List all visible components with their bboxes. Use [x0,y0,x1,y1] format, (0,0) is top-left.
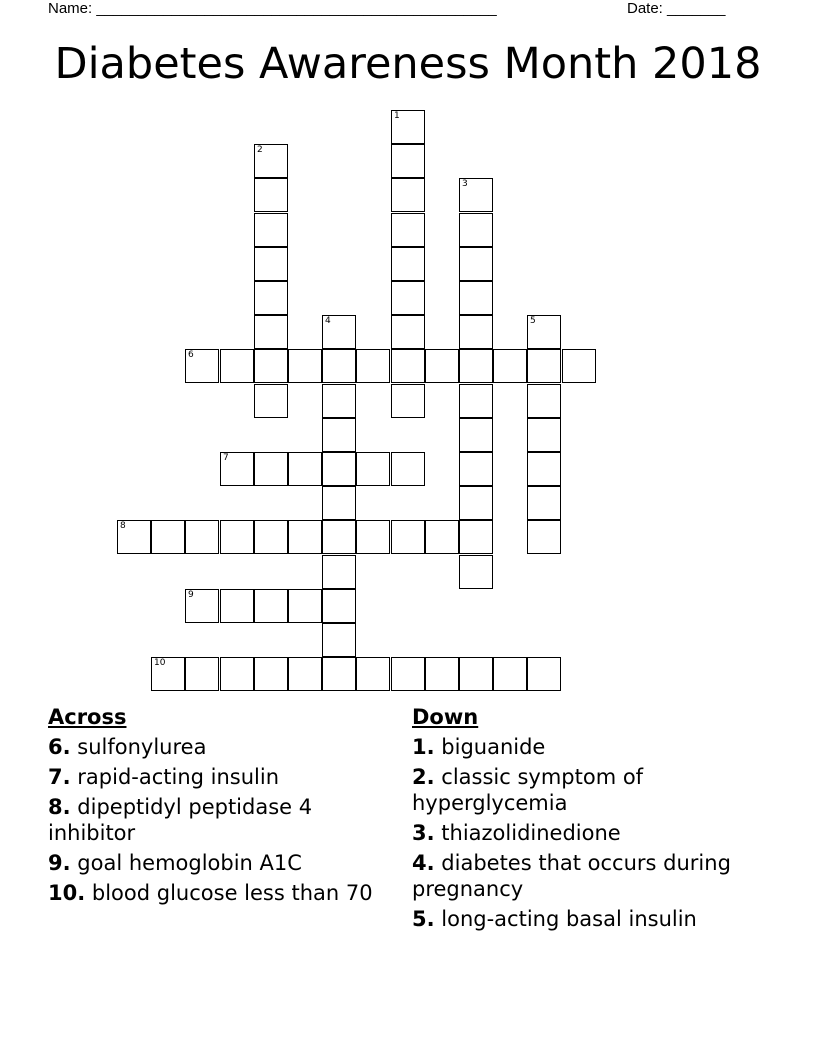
clue-number: 6. [48,735,71,759]
grid-cell[interactable] [391,349,425,383]
clue-number: 7. [48,765,71,789]
grid-cell[interactable] [459,213,493,247]
grid-cell[interactable] [527,520,561,554]
grid-cell[interactable] [322,452,356,486]
grid-cell[interactable] [254,657,288,691]
clue-number: 9. [48,851,71,875]
page-title: Diabetes Awareness Month 2018 [54,39,762,89]
clue-number: 8. [48,795,71,819]
clue-across-6 [48,734,393,760]
clue-down-5 [412,906,757,932]
grid-cell[interactable] [356,349,390,383]
grid-cell[interactable] [391,657,425,691]
grid-cell[interactable] [254,349,288,383]
grid-cell[interactable] [220,349,254,383]
grid-cell[interactable] [322,349,356,383]
grid-cell[interactable] [151,520,185,554]
cell-number: 6 [188,350,194,360]
grid-cell[interactable] [254,315,288,349]
cell-number: 5 [530,316,536,326]
grid-cell[interactable] [459,486,493,520]
grid-cell[interactable] [459,452,493,486]
grid-cell[interactable] [391,213,425,247]
grid-cell[interactable] [322,520,356,554]
grid-cell[interactable] [254,247,288,281]
grid-cell[interactable] [220,589,254,623]
grid-cell[interactable] [459,247,493,281]
grid-cell[interactable] [391,110,425,144]
grid-cell[interactable] [322,315,356,349]
grid-cell[interactable] [425,349,459,383]
grid-cell[interactable] [322,589,356,623]
grid-cell[interactable] [151,657,185,691]
grid-cell[interactable] [288,349,322,383]
clue-number: 5. [412,907,435,931]
grid-cell[interactable] [527,486,561,520]
down-heading: Down [412,705,479,729]
clue-across-9 [48,850,393,876]
grid-cell[interactable] [391,315,425,349]
grid-cell[interactable] [254,281,288,315]
clue-text: blood glucose less than 70 [91,881,373,905]
across-heading: Across [48,705,127,729]
clue-text: rapid-acting insulin [77,765,280,789]
grid-cell[interactable] [322,418,356,452]
cell-number: 9 [188,590,194,600]
grid-cell[interactable] [527,452,561,486]
grid-cell[interactable] [322,657,356,691]
down-clues [412,704,757,936]
grid-cell[interactable] [527,418,561,452]
clue-down-4 [412,850,757,902]
grid-cell[interactable] [322,623,356,657]
clue-text: sulfonylurea [77,735,207,759]
date-field-label: Date: _______ [627,0,726,17]
grid-cell[interactable] [254,452,288,486]
grid-cell[interactable] [185,657,219,691]
grid-cell[interactable] [185,589,219,623]
grid-cell[interactable] [220,452,254,486]
clue-text: goal hemoglobin A1C [77,851,302,875]
grid-cell[interactable] [322,384,356,418]
clue-text: long-acting basal insulin [441,907,697,931]
cell-number: 2 [257,145,263,155]
clue-number: 10. [48,881,86,905]
grid-cell[interactable] [254,213,288,247]
grid-cell[interactable] [391,178,425,212]
across-clues [48,704,393,910]
grid-cell[interactable] [254,384,288,418]
grid-cell[interactable] [459,349,493,383]
grid-cell[interactable] [459,281,493,315]
grid-cell[interactable] [185,520,219,554]
grid-cell[interactable] [562,349,596,383]
grid-cell[interactable] [220,520,254,554]
cell-number: 8 [120,521,126,531]
grid-cell[interactable] [356,452,390,486]
grid-cell[interactable] [288,657,322,691]
clue-down-3 [412,820,757,846]
grid-cell[interactable] [391,384,425,418]
grid-cell[interactable] [322,555,356,589]
clue-down-2 [412,764,757,816]
grid-cell[interactable] [391,452,425,486]
clue-text: classic symptom of hyperglycemia [412,765,644,815]
grid-cell[interactable] [459,178,493,212]
clue-text: thiazolidinedione [441,821,621,845]
grid-cell[interactable] [425,657,459,691]
grid-cell[interactable] [220,657,254,691]
clue-number: 2. [412,765,435,789]
clue-text: dipeptidyl peptidase 4 inhibitor [48,795,313,845]
clue-across-7 [48,764,393,790]
grid-cell[interactable] [254,178,288,212]
grid-cell[interactable] [459,657,493,691]
clue-text: diabetes that occurs during pregnancy [412,851,731,901]
clue-down-1 [412,734,757,760]
grid-cell[interactable] [459,384,493,418]
grid-cell[interactable] [117,520,151,554]
grid-cell[interactable] [527,315,561,349]
grid-cell[interactable] [254,144,288,178]
grid-cell[interactable] [391,144,425,178]
grid-cell[interactable] [391,247,425,281]
grid-cell[interactable] [391,520,425,554]
clue-across-8 [48,794,393,846]
grid-cell[interactable] [527,384,561,418]
cell-number: 3 [462,179,468,189]
grid-cell[interactable] [527,349,561,383]
grid-cell[interactable] [493,349,527,383]
cell-number: 4 [325,316,331,326]
grid-cell[interactable] [288,452,322,486]
grid-cell[interactable] [288,520,322,554]
grid-cell[interactable] [356,520,390,554]
grid-cell[interactable] [425,520,459,554]
clue-number: 3. [412,821,435,845]
grid-cell[interactable] [254,520,288,554]
clue-number: 1. [412,735,435,759]
grid-cell[interactable] [288,589,322,623]
grid-cell[interactable] [322,486,356,520]
clue-number: 4. [412,851,435,875]
grid-cell[interactable] [459,555,493,589]
grid-cell[interactable] [185,349,219,383]
grid-cell[interactable] [356,657,390,691]
grid-cell[interactable] [459,520,493,554]
grid-cell[interactable] [459,418,493,452]
clue-across-10 [48,880,393,906]
cell-number: 10 [154,658,166,668]
grid-cell[interactable] [459,315,493,349]
name-field-label: Name: ________________________________________________ [48,0,497,17]
grid-cell[interactable] [527,657,561,691]
clue-text: biguanide [441,735,546,759]
cell-number: 1 [394,111,400,121]
grid-cell[interactable] [391,281,425,315]
cell-number: 7 [223,453,229,463]
grid-cell[interactable] [254,589,288,623]
grid-cell[interactable] [493,657,527,691]
